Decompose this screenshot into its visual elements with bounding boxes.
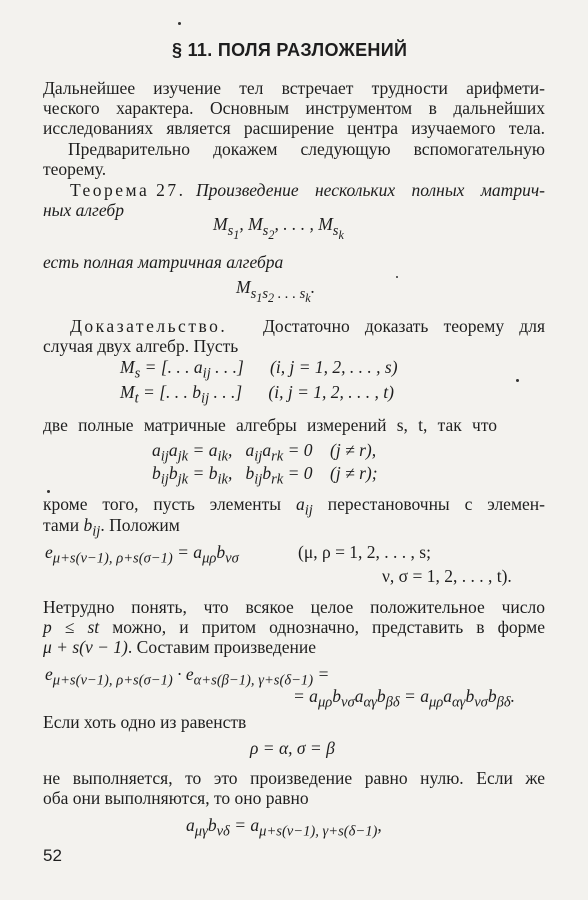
- paragraph-line: ческого характера. Основным инструментом в дальнейших: [43, 98, 545, 118]
- formula-ms: $M_s$ = [. . . $a_{ij}$ . . .] (i, j = 1, 2, . . . , s): [120, 357, 398, 382]
- formula-e-def: $e_{\mu+s(\nu-1), \rho+s(\sigma-1)} = a_{\mu\rho}b_{\nu\sigma}$: [45, 542, 239, 567]
- formula-e-range-2: ν, σ = 1, 2, . . . , t).: [382, 566, 512, 586]
- paragraph-line: оба они выполняются, то оно равно: [43, 788, 309, 808]
- formula-e-range-1: (μ, ρ = 1, 2, . . . , s;: [298, 542, 431, 562]
- formula-b: $b_{ij}b_{jk} = b_{ik}$, $b_{ij}b_{rk} = 0$ (j ≠ r);: [152, 463, 378, 488]
- theorem-text: есть полная матричная алгебра: [43, 252, 284, 272]
- paragraph-line: кроме того, пусть элементы $a_{ij}$ перестановочны с элемен-: [43, 494, 545, 519]
- theorem-text: Произведение нескольких полных матрич-: [196, 180, 545, 200]
- formula-equalities: ρ = α, σ = β: [250, 738, 335, 758]
- paragraph-line: исследованиях является расширение центра изучаемого тела.: [43, 118, 545, 138]
- formula-mt: $M_t$ = [. . . $b_{ij}$ . . .] (i, j = 1, 2, . . . , t): [120, 382, 394, 407]
- theorem-text: ных алгебр: [43, 200, 124, 220]
- section-title: § 11. ПОЛЯ РАЗЛОЖЕНИЙ: [172, 40, 408, 60]
- paragraph-line: Нетрудно понять, что всякое целое положительное число: [43, 597, 545, 617]
- paragraph-line: Если хоть одно из равенств: [43, 712, 247, 732]
- formula-final: $a_{\mu\gamma}b_{\nu\delta} = a_{\mu+s(\nu-1), \gamma+s(\delta-1)}$,: [186, 815, 382, 840]
- paragraph-line: p ≤ st можно, и притом однозначно, представить в форме: [43, 617, 546, 637]
- theorem-label: Теорема 27.: [70, 180, 186, 200]
- formula-a: $a_{ij}a_{jk} = a_{ik}$, $a_{ij}a_{rk} = 0$ (j ≠ r),: [152, 440, 377, 465]
- formula-product-2: = $a_{\mu\rho}b_{\nu\sigma}a_{\alpha\gamma}b_{\beta\delta} = a_{\mu\rho}a_{\alpha\gamma}b_{\nu\sigma}b_{\beta\delta}$.: [293, 686, 516, 711]
- paragraph-line: Предварительно докажем следующую вспомогательную: [68, 139, 545, 159]
- print-speck: [178, 22, 181, 25]
- formula-product-1: $e_{\mu+s(\nu-1), \rho+s(\sigma-1)} \cdot e_{\alpha+s(\beta-1), \gamma+s(\delta-1)}$ =: [45, 664, 330, 689]
- paragraph-line: случая двух алгебр. Пусть: [43, 336, 239, 356]
- paragraph-line: μ + s(ν − 1). Составим произведение: [43, 637, 316, 657]
- formula-theorem-1: $M_{s_1}$, $M_{s_2}$, . . . , $M_{s_k}$: [213, 214, 344, 242]
- print-speck: [396, 276, 398, 278]
- print-speck: [516, 379, 519, 382]
- proof-label: Доказательство.: [70, 316, 228, 336]
- paragraph-line: Достаточно доказать теорему для: [263, 316, 545, 336]
- paragraph-line: не выполняется, то это произведение равно нулю. Если же: [43, 768, 545, 788]
- paragraph-line: тами $b_{ij}$. Положим: [43, 515, 180, 540]
- print-speck: [47, 490, 50, 493]
- formula-theorem-2: $M_{s_1s_2 . . . s_k}$.: [236, 277, 316, 305]
- page-number: 52: [43, 846, 62, 865]
- paragraph-line: теорему.: [43, 159, 107, 179]
- paragraph-line: две полные матричные алгебры измерений s, t, так что: [43, 415, 497, 435]
- paragraph-line: Дальнейшее изучение тел встречает трудности арифмети-: [43, 78, 545, 98]
